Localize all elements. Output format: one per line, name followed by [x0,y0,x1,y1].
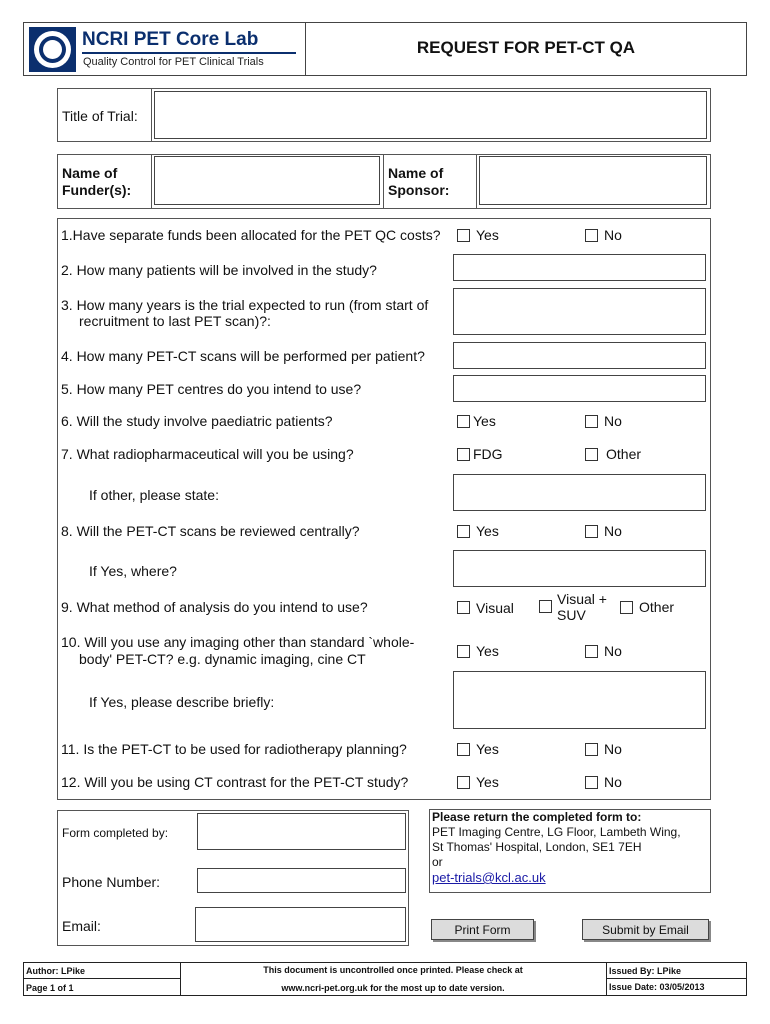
print-form-button[interactable]: Print Form [431,919,534,940]
email-input[interactable] [195,907,406,942]
q10-text: 10. Will you use any imaging other than standard `whole- body' PET-CT? e.g. dynamic imaging, cine CT [61,634,415,667]
phone-label: Phone Number: [62,874,161,890]
q4-input[interactable] [453,342,706,369]
q1-no-checkbox[interactable] [585,229,598,242]
ncri-logo [29,27,76,72]
q11-text: 11. Is the PET-CT to be used for radiotherapy planning? [61,741,407,757]
q9-visual-checkbox[interactable] [457,601,470,614]
lab-name-underline [82,52,296,54]
q8-yes-checkbox[interactable] [457,525,470,538]
q10-describe-input[interactable] [453,671,706,729]
footer-notice-line1: This document is uncontrolled once printed. Please check at [263,965,523,975]
q7-fdg-label: FDG [473,446,503,462]
q10-yes-label: Yes [476,643,499,659]
form-title: REQUEST FOR PET-CT QA [416,38,636,57]
q9-text: 9. What method of analysis do you intend to use? [61,599,368,615]
q6-no-checkbox[interactable] [585,415,598,428]
lab-subtitle: Quality Control for PET Clinical Trials [83,56,264,68]
q9-visual-label: Visual [476,600,514,616]
q1-yes-checkbox[interactable] [457,229,470,242]
q9-other-checkbox[interactable] [620,601,633,614]
q8-no-label: No [604,523,622,539]
footer-issue-date: Issue Date: 03/05/2013 [609,982,705,992]
q9-other-label: Other [639,599,675,615]
q3-input[interactable] [453,288,706,335]
q11-yes-checkbox[interactable] [457,743,470,756]
q1-yes-label: Yes [476,227,499,243]
footer-issued-by: Issued By: LPike [609,966,682,976]
phone-input[interactable] [197,868,406,893]
footer-page: Page 1 of 1 [26,983,74,993]
submit-email-button[interactable]: Submit by Email [582,919,709,940]
q12-yes-checkbox[interactable] [457,776,470,789]
funder-input[interactable] [154,156,380,205]
footer-notice-line2: www.ncri-pet.org.uk for the most up to date version. [281,983,505,993]
completed-by-label: Form completed by: [62,826,169,840]
q7-other-label: Other [606,446,642,462]
q10-describe-label: If Yes, please describe briefly: [89,694,275,710]
q7-other-checkbox[interactable] [585,448,598,461]
return-heading: Please return the completed form to: [432,810,642,824]
sponsor-input[interactable] [479,156,707,205]
q7-text: 7. What radiopharmaceutical will you be using? [61,446,354,462]
sponsor-label: Name of Sponsor: [388,165,450,198]
q5-input[interactable] [453,375,706,402]
q2-input[interactable] [453,254,706,281]
q9-visual-suv-label: Visual + SUV [557,591,607,623]
q7-fdg-checkbox[interactable] [457,448,470,461]
q11-no-checkbox[interactable] [585,743,598,756]
email-label: Email: [62,918,101,934]
q9-visual-suv-checkbox[interactable] [539,600,552,613]
q12-yes-label: Yes [476,774,499,790]
return-email-link[interactable]: pet-trials@kcl.ac.uk [432,870,546,885]
q8-no-checkbox[interactable] [585,525,598,538]
q8-where-input[interactable] [453,550,706,587]
q6-yes-checkbox[interactable] [457,415,470,428]
trial-title-label: Title of Trial: [62,108,138,124]
q6-no-label: No [604,413,622,429]
q7-other-input[interactable] [453,474,706,511]
q10-no-label: No [604,643,622,659]
q10-yes-checkbox[interactable] [457,645,470,658]
footer-author: Author: LPike [26,966,86,976]
q1-text: 1.Have separate funds been allocated for the PET QC costs? [61,227,441,243]
q8-text: 8. Will the PET-CT scans be reviewed centrally? [61,523,360,539]
funder-label: Name of Funder(s): [62,165,132,198]
q3-text: 3. How many years is the trial expected to run (from start of recruitment to last PET scan)?: [61,297,429,329]
q12-no-checkbox[interactable] [585,776,598,789]
lab-name: NCRI PET Core Lab [82,29,259,50]
q12-no-label: No [604,774,622,790]
trial-title-input[interactable] [154,91,707,139]
q5-text: 5. How many PET centres do you intend to use? [61,381,362,397]
q6-text: 6. Will the study involve paediatric patients? [61,413,333,429]
q8-yes-label: Yes [476,523,499,539]
q12-text: 12. Will you be using CT contrast for the PET-CT study? [61,774,409,790]
q10-no-checkbox[interactable] [585,645,598,658]
completed-by-input[interactable] [197,813,406,850]
q1-no-label: No [604,227,622,243]
q2-text: 2. How many patients will be involved in the study? [61,262,377,278]
q7-other-state-label: If other, please state: [89,487,219,503]
q4-text: 4. How many PET-CT scans will be performed per patient? [61,348,425,364]
return-address: PET Imaging Centre, LG Floor, Lambeth Wing, St Thomas' Hospital, London, SE1 7EH or [432,825,681,869]
q8-where-label: If Yes, where? [89,563,177,579]
q6-yes-label: Yes [473,413,496,429]
q11-no-label: No [604,741,622,757]
q11-yes-label: Yes [476,741,499,757]
